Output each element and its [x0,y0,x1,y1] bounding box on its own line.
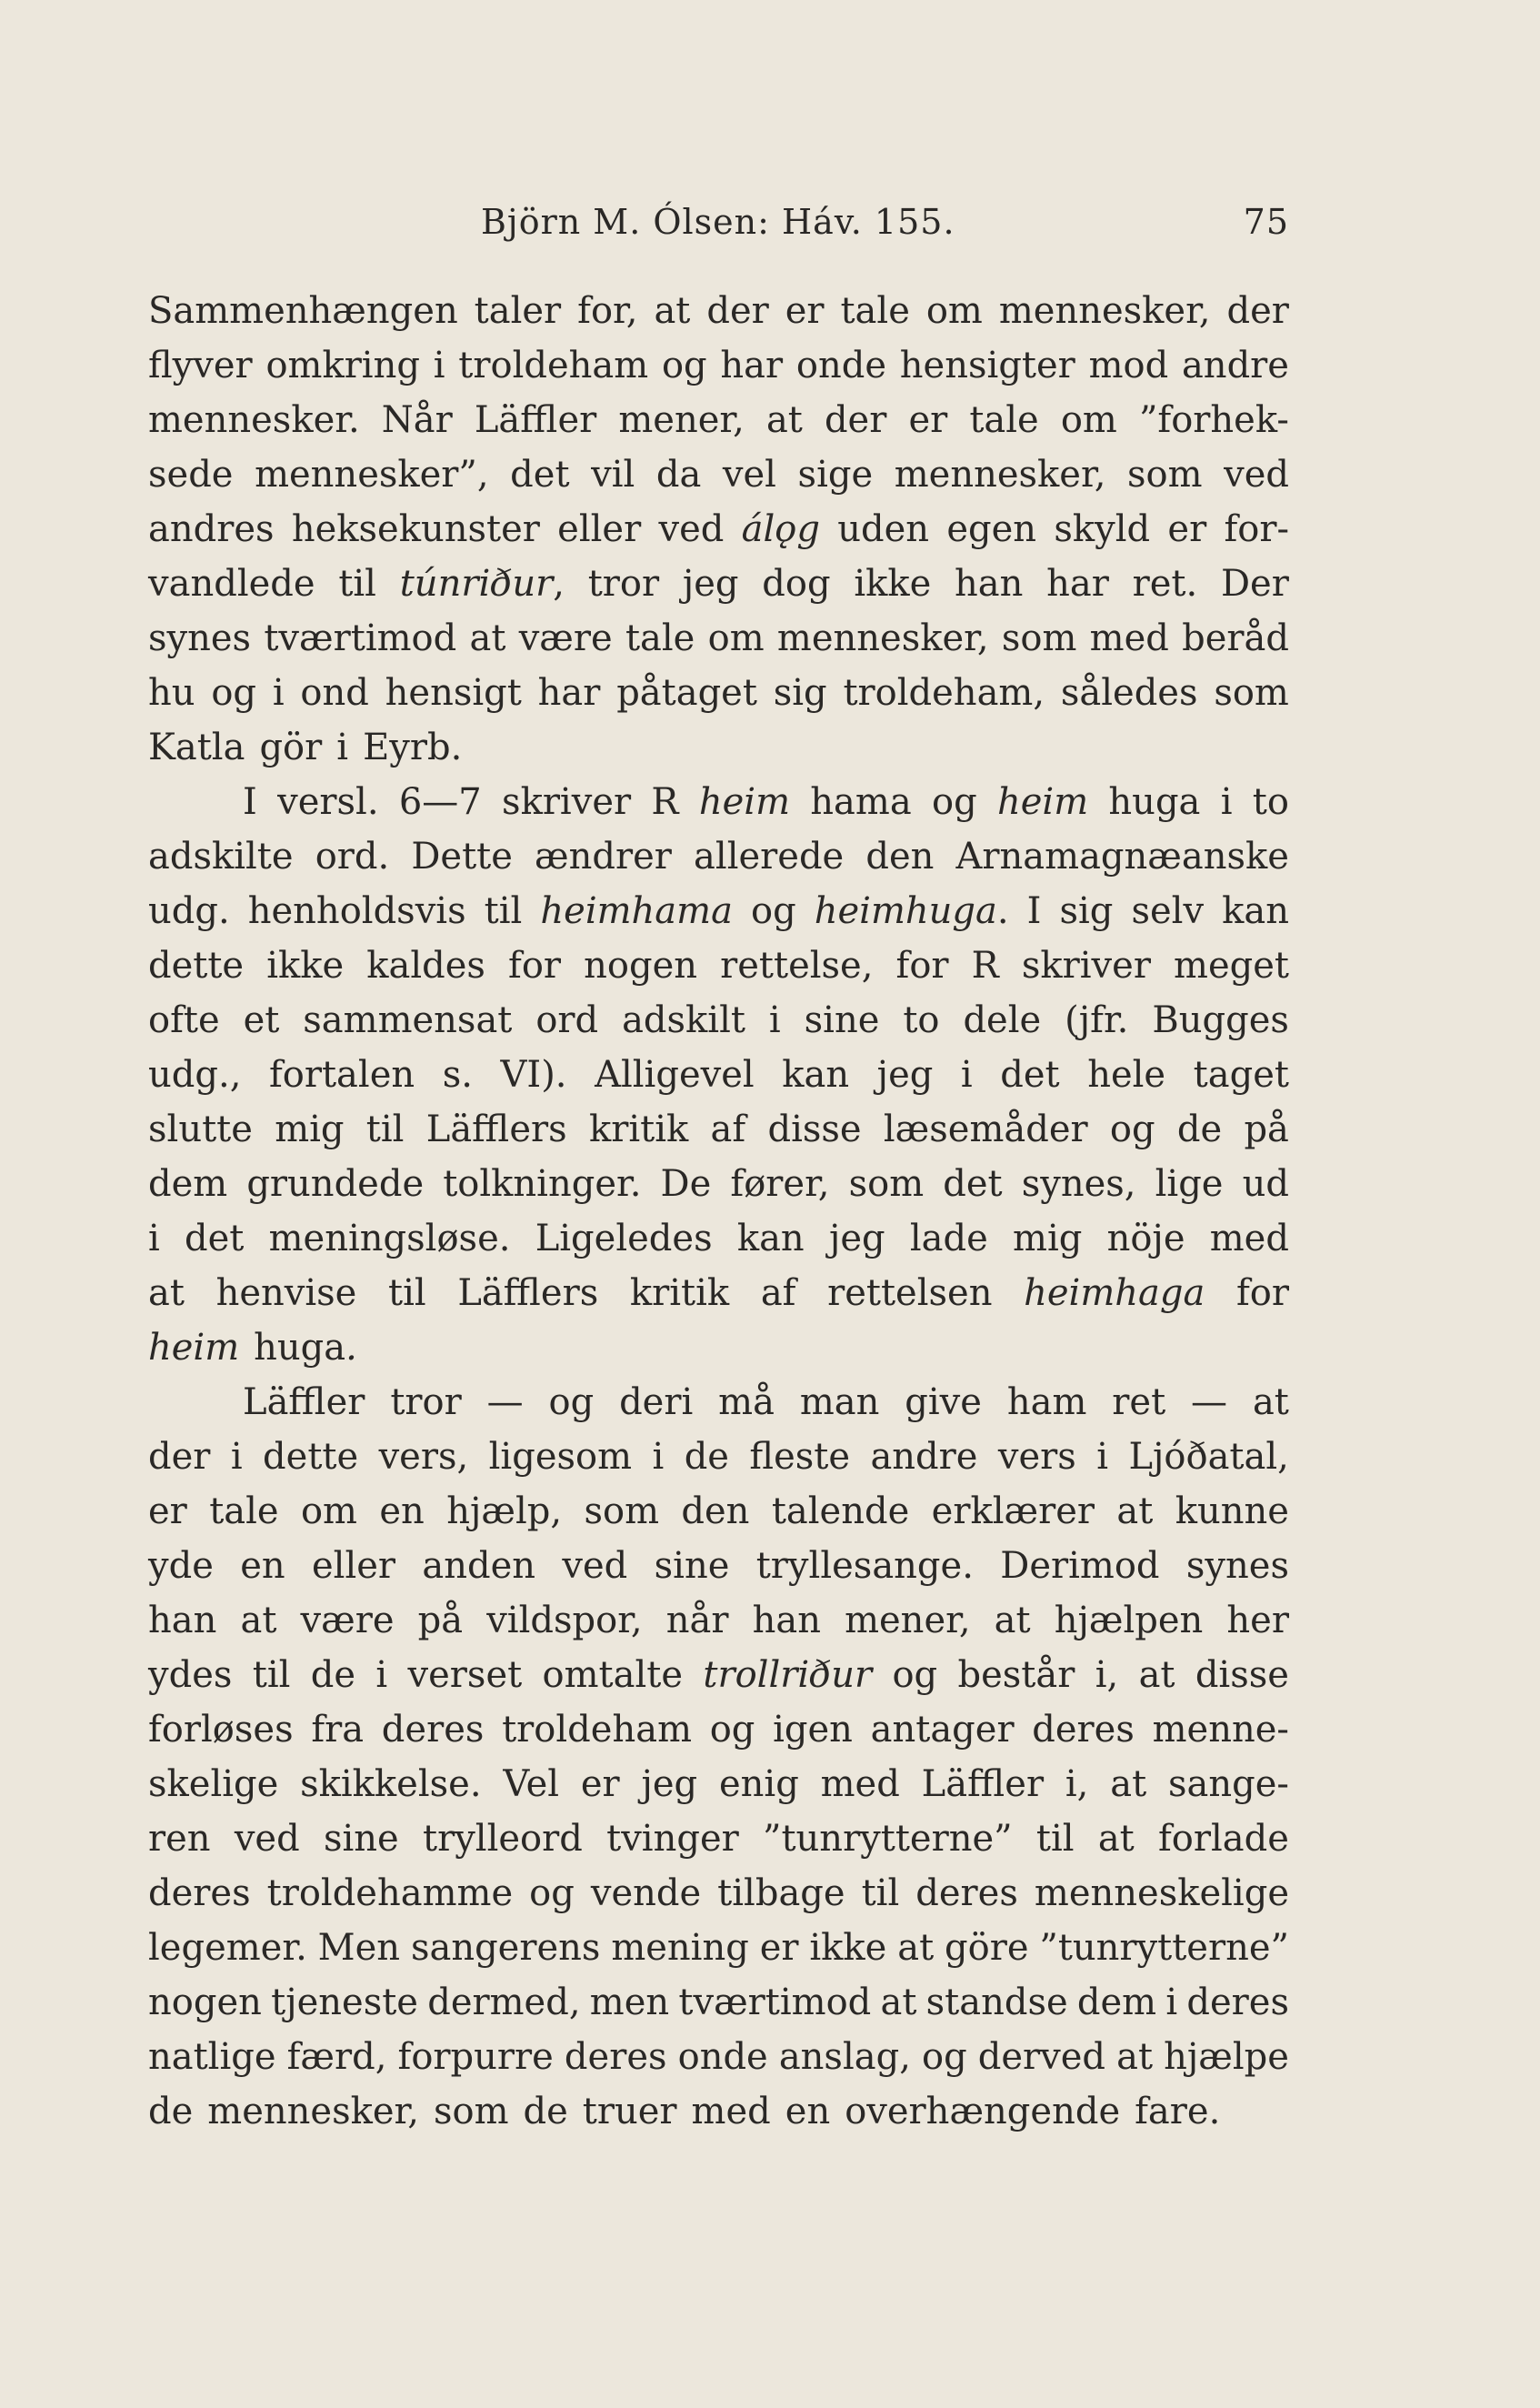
text-line: at henvise til Läfflers kritik af rettelsen heimhaga for [148,1272,1289,1314]
text-line: andres heksekunster eller ved álǫg uden egen skyld er for- [148,508,1289,550]
text-line: Katla gör i Eyrb. [148,727,463,768]
text-line: mennesker. Når Läffler mener, at der er tale om ”forhek- [148,399,1289,441]
text-line: nogen tjeneste dermed, men tværtimod at standse dem i deres [148,1982,1289,2023]
body-text [148,284,1289,2139]
text-line: udg. henholdsvis til heimhama og heimhuga. I sig selv kan [148,890,1289,932]
text-line: slutte mig til Läfflers kritik af disse læsemåder og de på [148,1109,1289,1150]
running-title: Björn M. Ólsen: Háv. 155. [481,202,955,242]
text-line: er tale om en hjælp, som den talende erklærer at kunne [148,1490,1289,1532]
text-line: natlige færd, forpurre deres onde anslag, og derved at hjælpe [148,2036,1289,2078]
running-head [148,202,1289,256]
text-line: Läffler tror — og deri må man give ham ret — at [243,1381,1289,1423]
text-line: i det meningsløse. Ligeledes kan jeg lade mig nöje med [148,1218,1289,1259]
text-line: ren ved sine trylleord tvinger ”tunrytterne” til at forlade [148,1818,1289,1860]
text-line: forløses fra deres troldeham og igen antager deres menne- [148,1709,1289,1751]
text-line: vandlede til túnriður, tror jeg dog ikke han har ret. Der [148,563,1289,605]
text-line: ofte et sammensat ord adskilt i sine to dele (jfr. Bugges [148,999,1289,1041]
text-line: hu og i ond hensigt har påtaget sig troldeham, således som [148,672,1289,714]
text-line: han at være på vildspor, når han mener, at hjælpen her [148,1600,1289,1641]
text-line: skelige skikkelse. Vel er jeg enig med Läffler i, at sange- [148,1763,1289,1805]
text-line: sede mennesker”, det vil da vel sige mennesker, som ved [148,454,1289,496]
text-line: flyver omkring i troldeham og har onde hensigter mod andre [148,345,1289,386]
text-line: ydes til de i verset omtalte trollriður og består i, at disse [148,1654,1289,1696]
text-line: yde en eller anden ved sine tryllesange. Derimod synes [148,1545,1289,1587]
text-line: deres troldehamme og vende tilbage til deres menneskelige [148,1872,1289,1914]
text-line: legemer. Men sangerens mening er ikke at göre ”tunrytterne” [148,1927,1289,1969]
text-line: de mennesker, som de truer med en overhængende fare. [148,2091,1221,2132]
text-line: Sammenhængen taler for, at der er tale om mennesker, der [148,290,1289,332]
text-line: adskilte ord. Dette ændrer allerede den Arnamagnæanske [148,836,1289,878]
text-line: I versl. 6—7 skriver R heim hama og heim huga i to [243,781,1289,823]
text-line: dette ikke kaldes for nogen rettelse, for R skriver meget [148,945,1289,987]
text-line: der i dette vers, ligesom i de fleste andre vers i Ljóðatal, [148,1436,1289,1478]
text-line: udg., fortalen s. VI). Alligevel kan jeg i det hele taget [148,1054,1289,1096]
page-number: 75 [1243,202,1289,242]
text-line: dem grundede tolkninger. De fører, som det synes, lige ud [148,1163,1289,1205]
text-line: heim huga. [148,1327,357,1369]
text-line: synes tværtimod at være tale om mennesker, som med beråd [148,617,1289,659]
